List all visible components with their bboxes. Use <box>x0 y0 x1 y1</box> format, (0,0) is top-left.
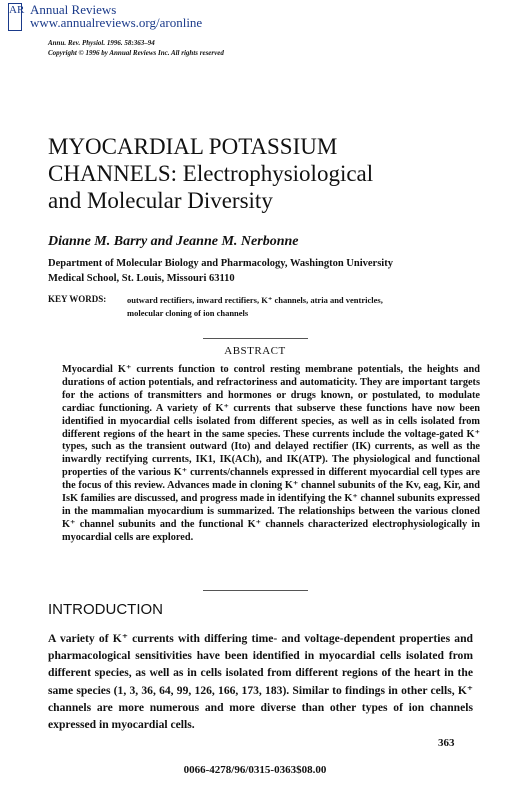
footer-code: 0066-4278/96/0315-0363$08.00 <box>183 764 327 776</box>
title-line-2: CHANNELS: Electrophysiological <box>48 161 374 186</box>
annual-reviews-logo[interactable]: AR <box>8 3 22 31</box>
abstract-bottom-divider <box>203 590 308 591</box>
affiliation-line-2: Medical School, St. Louis, Missouri 63110 <box>48 273 235 284</box>
abstract-heading: ABSTRACT <box>224 345 286 357</box>
introduction-text: A variety of K⁺ currents with differing time- and voltage-dependent properties and pharmacological sensitivities have been identified in myocardial cells isolated from different species, as well as in cells isolated from different regions of the heart in the same species (1, 3, 36, 64, 99, 126, 166, 173, 183). Similar to findings in other cells, K⁺ channels are more numerous and more diverse than other types of ion channels expressed in myocardial cells. <box>48 632 473 732</box>
abstract-text: Myocardial K⁺ currents function to control resting membrane potentials, the heights and durations of action potentials, and refractoriness and automaticity. They are important targets for the actions of transmitters and hormones or drugs known, or postulated, to modulate cardiac functioning. A variety of K⁺ currents that subserve these functions have now been identified in myocardial cells isolated from different species, as well as in cells isolated from different regions of the heart in the same species. These currents include the voltage-gated K⁺ types, such as the transient outward (Ito) and delayed rectifier (IK) currents, as well as the inwardly rectifying currents, IK1, IK(ACh), and IK(ATP). The physiological and functional properties of the various K⁺ currents/channels expressed in different myocardial cell types are the focus of this review. Advances made in cloning K⁺ channel subunits of the Kv, eag, Kir, and IsK families are discussed, and progress made in identifying the K⁺ channel subunits expressed in the mammalian myocardium is summarized. The relationships between the various cloned K⁺ channel subunits and the functional K⁺ channels characterized electrophysiologically in myocardial cells are explored. <box>62 364 480 543</box>
keywords <box>127 294 477 320</box>
affiliation <box>48 256 468 286</box>
affiliation-line-1: Department of Molecular Biology and Pharmacology, Washington University <box>48 258 393 269</box>
keywords-line-1: outward rectifiers, inward rectifiers, K⁺ channels, atria and ventricles, <box>127 295 383 305</box>
keywords-line-2: molecular cloning of ion channels <box>127 308 249 318</box>
title-line-1: MYOCARDIAL POTASSIUM <box>48 134 338 159</box>
abstract-top-divider <box>203 338 308 339</box>
annual-reviews-link[interactable]: Annual Reviews <box>30 2 117 17</box>
journal-citation <box>48 38 224 58</box>
title-line-3: and Molecular Diversity <box>48 188 273 213</box>
citation-line-1: Annu. Rev. Physiol. 1996. 58:363–94 <box>48 39 155 47</box>
page-number: 363 <box>438 737 455 749</box>
keywords-label: KEY WORDS: <box>48 294 107 304</box>
introduction-heading: INTRODUCTION <box>48 601 163 618</box>
aronline-url-link[interactable]: www.annualreviews.org/aronline <box>30 15 203 30</box>
copyright-line: Copyright © 1996 by Annual Reviews Inc. All rights reserved <box>48 49 224 57</box>
article-title <box>48 133 478 214</box>
authors: Dianne M. Barry and Jeanne M. Nerbonne <box>48 234 299 249</box>
